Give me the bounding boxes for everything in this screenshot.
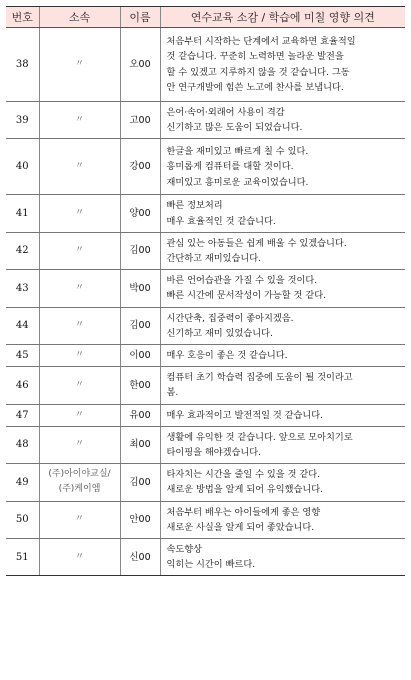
- row-num: 50: [6, 501, 39, 538]
- opinion-line: 신기하고 재미 있었습니다.: [166, 327, 273, 339]
- opinion-line: 생활에 유익한 것 같습니다. 앞으로 모아치기로: [166, 431, 353, 443]
- row-num: 39: [6, 102, 39, 139]
- opinion-line: 컴퓨터 초기 학습력 집중에 도움이 될 것이라고: [166, 372, 353, 384]
- header-opinion: 연수교육 소감 / 학습에 미칠 영향 의견: [160, 7, 405, 28]
- opinion-line: 것 같습니다. 꾸준히 노력하면 놀라운 발전을: [166, 51, 344, 63]
- table-header-row: [6, 7, 405, 28]
- header-affiliation: 소속: [39, 7, 120, 28]
- row-num: 41: [6, 195, 39, 232]
- row-affiliation: 〃: [39, 426, 120, 463]
- table-row: [6, 28, 405, 102]
- row-num: 48: [6, 426, 39, 463]
- row-opinion: [160, 464, 405, 501]
- opinion-line: 매우 효과적이고 발전적일 것 같습니다.: [166, 409, 324, 421]
- opinion-line: 간단하고 재미있습니다.: [166, 253, 262, 265]
- opinion-line: 새로운 사실을 알게 되어 좋았습니다.: [166, 521, 315, 533]
- header-name: 이름: [120, 7, 160, 28]
- row-opinion: [160, 367, 405, 404]
- opinion-table-sheet: [6, 6, 405, 576]
- table-body: [6, 28, 405, 576]
- row-num: 43: [6, 270, 39, 307]
- opinion-line: 관심 있는 아동들은 쉽게 배울 수 있겠습니다.: [166, 237, 347, 249]
- row-opinion: [160, 501, 405, 538]
- table-row: [6, 367, 405, 404]
- row-opinion: [160, 102, 405, 139]
- row-num: 44: [6, 307, 39, 344]
- row-affiliation: 〃: [39, 28, 120, 102]
- row-name: 안00: [120, 501, 160, 538]
- opinion-line: 은어·속어·외래어 사용이 격감: [166, 107, 285, 118]
- opinion-line: 매우 효율적인 것 같습니다.: [166, 215, 276, 227]
- row-num: 46: [6, 367, 39, 404]
- row-num: 42: [6, 232, 39, 269]
- row-name: 오00: [120, 28, 160, 102]
- affiliation-line: (주)아이야교실/: [48, 469, 111, 480]
- opinion-line: 한글을 재미있고 빠르게 칠 수 있다.: [166, 146, 309, 158]
- row-num: 51: [6, 539, 39, 576]
- table-row: [6, 270, 405, 307]
- table-row: [6, 307, 405, 344]
- row-opinion: [160, 139, 405, 195]
- row-name: 김00: [120, 232, 160, 269]
- table-row: [6, 539, 405, 576]
- opinion-line: 할 수 있겠고 지루하지 않을 것 같습니다. 그동: [166, 66, 350, 78]
- row-opinion: [160, 539, 405, 576]
- opinion-table: [6, 6, 405, 576]
- affiliation-line: (주)케이엠: [58, 484, 101, 495]
- row-affiliation: 〃: [39, 270, 120, 307]
- opinion-line: 흥미롭게 컴퓨터를 대할 것이다.: [166, 161, 294, 173]
- table-row: [6, 404, 405, 426]
- opinion-line: 새로운 방법을 알게 되어 유익했습니다.: [166, 484, 324, 496]
- table-row: [6, 195, 405, 232]
- opinion-line: 봄.: [166, 387, 179, 399]
- row-name: 신00: [120, 539, 160, 576]
- table-row: [6, 232, 405, 269]
- row-affiliation: 〃: [39, 139, 120, 195]
- row-affiliation: 〃: [39, 539, 120, 576]
- row-affiliation: [39, 464, 120, 501]
- row-num: 47: [6, 404, 39, 426]
- row-opinion: [160, 307, 405, 344]
- opinion-line: 타자치는 시간을 줄일 수 있을 것 같다.: [166, 469, 321, 481]
- opinion-line: 바른 언어습관을 가질 수 있을 것이다.: [166, 275, 318, 287]
- row-num: 38: [6, 28, 39, 102]
- table-row: [6, 464, 405, 501]
- table-row: [6, 426, 405, 463]
- row-affiliation: 〃: [39, 404, 120, 426]
- table-row: [6, 102, 405, 139]
- table-row: [6, 501, 405, 538]
- opinion-line: 빠른 시간에 문서작성이 가능할 것 같다.: [166, 290, 327, 302]
- opinion-line: 시간단축, 집중력이 좋아지겠음.: [166, 312, 294, 324]
- row-name: 양00: [120, 195, 160, 232]
- table-row: [6, 345, 405, 367]
- row-name: 김00: [120, 464, 160, 501]
- row-name: 박00: [120, 270, 160, 307]
- opinion-line: 빠른 정보처리: [166, 200, 223, 212]
- row-affiliation: 〃: [39, 195, 120, 232]
- opinion-line: 속도향상: [166, 544, 203, 556]
- row-opinion: [160, 28, 405, 102]
- row-affiliation: 〃: [39, 232, 120, 269]
- row-opinion: [160, 232, 405, 269]
- row-name: 이00: [120, 345, 160, 367]
- row-opinion: [160, 270, 405, 307]
- row-opinion: [160, 345, 405, 367]
- opinion-line: 처음부터 시작하는 단계에서 교육하면 효율적일: [166, 36, 356, 48]
- row-num: 49: [6, 464, 39, 501]
- row-name: 한00: [120, 367, 160, 404]
- table-row: [6, 139, 405, 195]
- row-affiliation: 〃: [39, 345, 120, 367]
- row-affiliation: 〃: [39, 501, 120, 538]
- opinion-line: 안 연구개발에 힘쓴 노고에 찬사를 보냅니다.: [166, 81, 344, 93]
- opinion-line: 익히는 시간이 빠르다.: [166, 559, 256, 571]
- opinion-line: 재미있고 흥미로운 교육이었습니다.: [166, 176, 309, 188]
- row-opinion: [160, 195, 405, 232]
- opinion-line: 타이핑을 해야겠습니다.: [166, 447, 262, 459]
- row-opinion: [160, 404, 405, 426]
- opinion-line: 처음부터 배우는 아이들에게 좋은 영향: [166, 506, 321, 518]
- row-num: 40: [6, 139, 39, 195]
- row-affiliation: 〃: [39, 102, 120, 139]
- row-name: 유00: [120, 404, 160, 426]
- opinion-line: 신기하고 많은 도움이 되었습니다.: [166, 122, 303, 134]
- row-opinion: [160, 426, 405, 463]
- row-name: 강00: [120, 139, 160, 195]
- row-num: 45: [6, 345, 39, 367]
- row-affiliation: 〃: [39, 367, 120, 404]
- opinion-line: 매우 호응이 좋은 것 같습니다.: [166, 350, 288, 362]
- row-name: 김00: [120, 307, 160, 344]
- row-affiliation: 〃: [39, 307, 120, 344]
- row-name: 고00: [120, 102, 160, 139]
- row-name: 최00: [120, 426, 160, 463]
- header-num: 번호: [6, 7, 39, 28]
